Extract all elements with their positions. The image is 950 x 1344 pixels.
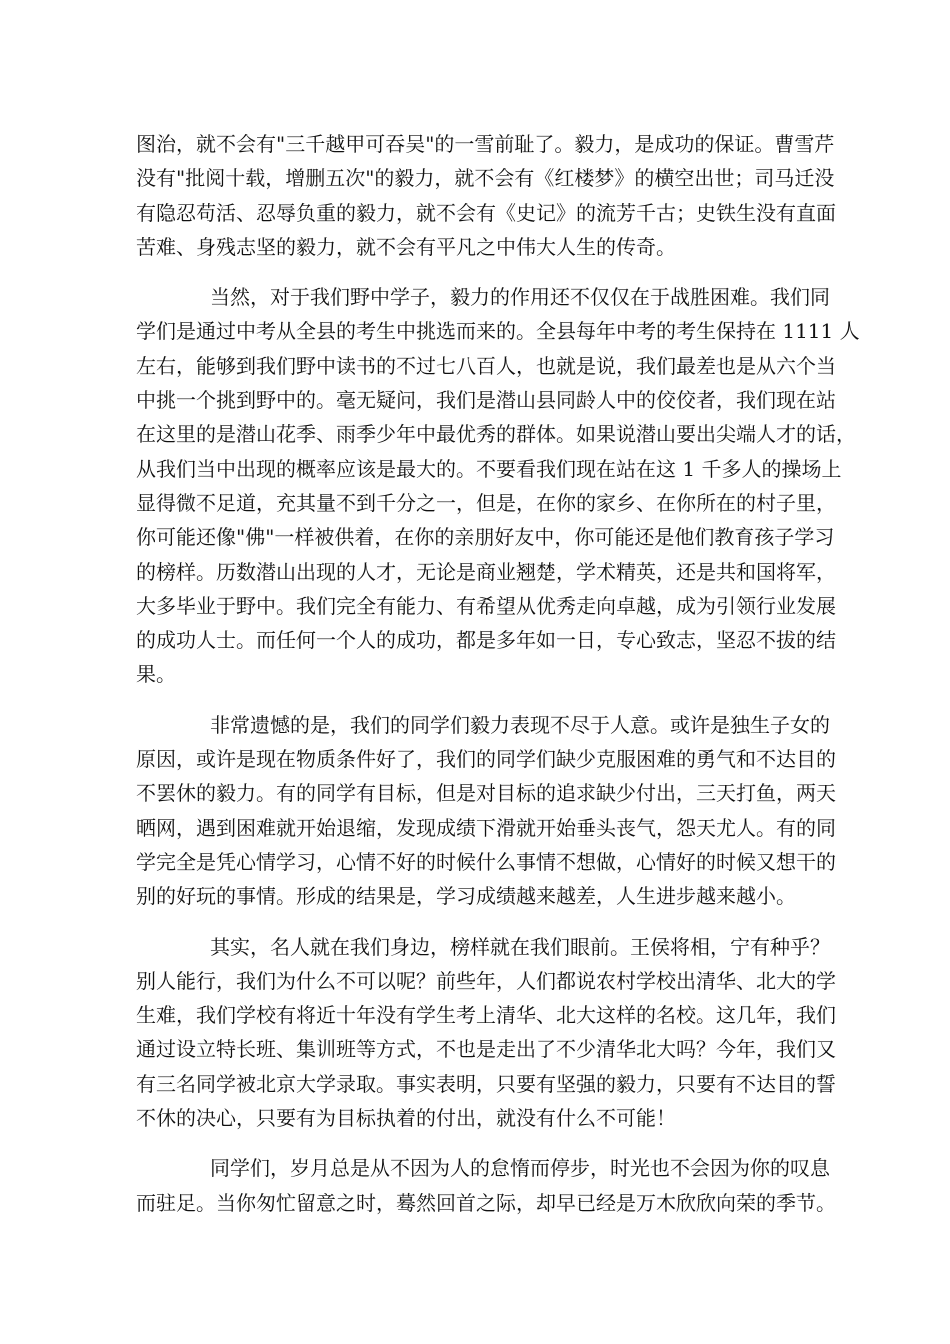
text-line: 你可能还像"佛"一样被供着，在你的亲朋好友中，你可能还是他们教育孩子学习	[136, 525, 835, 550]
paragraph-3	[136, 708, 836, 914]
text-line: 苦难、身残志坚的毅力，就不会有平凡之中伟大人生的传奇。	[136, 234, 676, 259]
text-line: 通过设立特长班、集训班等方式，不也是走出了不少清华北大吗？今年，我们又	[136, 1037, 836, 1062]
text-line: 的成功人士。而任何一个人的成功，都是多年如一日，专心致志，坚忍不拔的结	[136, 628, 836, 653]
paragraph-4	[136, 930, 836, 1136]
paragraph-gap	[136, 914, 820, 930]
text-line: 其实，名人就在我们身边，榜样就在我们眼前。王侯将相，宁有种乎？	[210, 934, 830, 959]
text-line: 左右，能够到我们野中读书的不过七八百人，也就是说，我们最差也是从六个当	[136, 353, 836, 378]
text-line: 不罢休的毅力。有的同学有目标，但是对目标的追求缺少付出，三天打鱼，两天	[136, 781, 836, 806]
paragraph-gap	[136, 692, 820, 708]
paragraph-5	[136, 1151, 836, 1220]
text-line: 当然，对于我们野中学子，毅力的作用还不仅仅在于战胜困难。我们同	[210, 285, 830, 310]
text-line: 晒网，遇到困难就开始退缩，发现成绩下滑就开始垂头丧气，怨天尤人。有的同	[136, 815, 836, 840]
text-line: 别人能行，我们为什么不可以呢？前些年，人们都说农村学校出清华、北大的学	[136, 968, 836, 993]
text-line: 原因，或许是现在物质条件好了，我们的同学们缺少克服困难的勇气和不达目的	[136, 747, 836, 772]
paragraph-2	[136, 280, 860, 692]
text-line: 别的好玩的事情。形成的结果是，学习成绩越来越差，人生进步越来越小。	[136, 884, 796, 909]
document-body	[136, 127, 860, 1220]
text-line: 学们是通过中考从全县的考生中挑选而来的。全县每年中考的考生保持在 1111 人	[136, 319, 860, 344]
text-line: 非常遗憾的是，我们的同学们毅力表现不尽于人意。或许是独生子女的	[210, 712, 830, 737]
text-line: 大多毕业于野中。我们完全有能力、有希望从优秀走向卓越，成为引领行业发展	[136, 593, 836, 618]
paragraph-1	[136, 127, 836, 264]
text-line: 在这里的是潜山花季、雨季少年中最优秀的群体。如果说潜山要出尖端人才的话，	[136, 422, 856, 447]
text-line: 学完全是凭心情学习，心情不好的时候什么事情不想做，心情好的时候又想干的	[136, 849, 836, 874]
text-line: 不休的决心，只要有为目标执着的付出，就没有什么不可能！	[136, 1106, 676, 1131]
paragraph-gap	[136, 264, 820, 280]
text-line: 生难，我们学校有将近十年没有学生考上清华、北大这样的名校。这几年，我们	[136, 1003, 836, 1028]
text-line: 而驻足。当你匆忙留意之时，蓦然回首之际，却早已经是万木欣欣向荣的季节。	[136, 1190, 836, 1215]
text-line: 有隐忍苟活、忍辱负重的毅力，就不会有《史记》的流芳千古；史铁生没有直面	[136, 200, 836, 225]
text-line: 中挑一个挑到野中的。毫无疑问，我们是潜山县同龄人中的佼佼者，我们现在站	[136, 388, 836, 413]
text-line: 果。	[136, 662, 176, 687]
text-line: 的榜样。历数潜山出现的人才，无论是商业翘楚，学术精英，还是共和国将军，	[136, 559, 836, 584]
text-line: 同学们，岁月总是从不因为人的怠惰而停步，时光也不会因为你的叹息	[210, 1156, 830, 1181]
text-line: 从我们当中出现的概率应该是最大的。不要看我们现在站在这 1 千多人的操场上	[136, 456, 842, 481]
text-line: 有三名同学被北京大学录取。事实表明，只要有坚强的毅力，只要有不达目的誓	[136, 1071, 836, 1096]
paragraph-gap	[136, 1135, 820, 1151]
text-line: 图治，就不会有"三千越甲可吞吴"的一雪前耻了。毅力，是成功的保证。曹雪芹	[136, 132, 835, 156]
text-line: 没有"批阅十载，增删五次"的毅力，就不会有《红楼梦》的横空出世；司马迁没	[136, 166, 835, 191]
text-line: 显得微不足道，充其量不到千分之一，但是，在你的家乡、在你所在的村子里，	[136, 490, 836, 515]
